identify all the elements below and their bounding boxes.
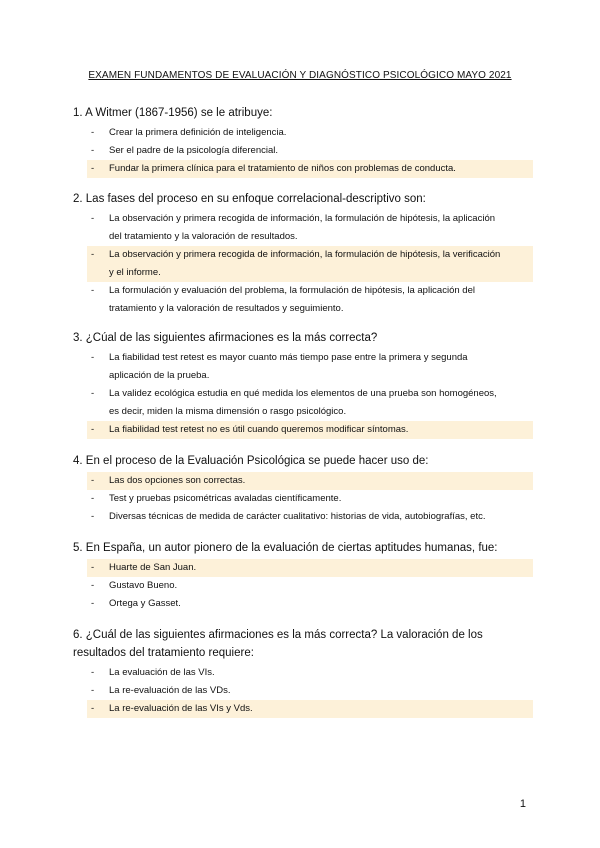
bullet-dash: -	[91, 562, 95, 573]
bullet-dash: -	[91, 580, 95, 591]
bullet-dash: -	[91, 598, 95, 609]
option: - Gustavo Bueno.	[73, 577, 533, 595]
option: - La re-evaluación de las VDs.	[73, 682, 533, 700]
bullet-dash: -	[91, 163, 95, 174]
option-list	[73, 124, 533, 178]
option-highlighted: - La fiabilidad test retest no es útil cuando queremos modificar síntomas.	[87, 421, 533, 439]
question-text: 2. Las fases del proceso en su enfoque correlacional-descriptivo son:	[73, 193, 426, 205]
option-highlighted: - La re-evaluación de las VIs y Vds.	[87, 700, 533, 718]
option: - La fiabilidad test retest es mayor cuanto más tiempo pase entre la primera y segunda aplicación de la prueba.	[73, 349, 533, 385]
question-2	[73, 190, 533, 318]
option-highlighted: - Las dos opciones son correctas.	[87, 472, 533, 490]
option: - La validez ecológica estudia en qué medida los elementos de una prueba son homogéneos, es decir, miden la misma dimensión o rasgo psicológico.	[73, 385, 533, 421]
bullet-dash: -	[91, 424, 95, 435]
option-list	[73, 559, 533, 613]
option: - La evaluación de las VIs.	[73, 664, 533, 682]
bullet-dash: -	[91, 127, 95, 138]
option: - Ortega y Gasset.	[73, 595, 533, 613]
question-text: 6. ¿Cuál de las siguientes afirmaciones es la más correcta? La valoración de los resultados del tratamiento requiere:	[73, 629, 483, 659]
bullet-dash: -	[91, 667, 95, 678]
option-list	[73, 664, 533, 718]
option: - Crear la primera definición de inteligencia.	[73, 124, 533, 142]
question-6	[73, 626, 533, 718]
bullet-dash: -	[91, 511, 95, 522]
question-4	[73, 452, 533, 526]
bullet-dash: -	[91, 685, 95, 696]
question-3	[73, 329, 533, 439]
option: - Ser el padre de la psicología diferencial.	[73, 142, 533, 160]
bullet-dash: -	[91, 213, 95, 224]
bullet-dash: -	[91, 475, 95, 486]
question-text: 3. ¿Cúal de las siguientes afirmaciones es la más correcta?	[73, 332, 378, 344]
option-highlighted: - Huarte de San Juan.	[87, 559, 533, 577]
option: - Test y pruebas psicométricas avaladas científicamente.	[73, 490, 533, 508]
option-list	[73, 210, 533, 318]
option-list	[73, 349, 533, 439]
bullet-dash: -	[91, 352, 95, 363]
question-1	[73, 104, 533, 178]
bullet-dash: -	[91, 249, 95, 260]
question-5	[73, 539, 533, 613]
bullet-dash: -	[91, 285, 95, 296]
option: - Diversas técnicas de medida de carácter cualitativo: historias de vida, autobiografías, etc.	[73, 508, 533, 526]
option-highlighted: - Fundar la primera clínica para el tratamiento de niños con problemas de conducta.	[87, 160, 533, 178]
bullet-dash: -	[91, 388, 95, 399]
bullet-dash: -	[91, 703, 95, 714]
option-highlighted: - La observación y primera recogida de información, la formulación de hipótesis, la verificación y el informe.	[87, 246, 533, 282]
option: - La formulación y evaluación del problema, la formulación de hipótesis, la aplicación del tratamiento y la valoración de resultados y seguimiento.	[73, 282, 533, 318]
question-text: 5. En España, un autor pionero de la evaluación de ciertas aptitudes humanas, fue:	[73, 542, 498, 554]
page-number: 1	[519, 798, 526, 810]
bullet-dash: -	[91, 493, 95, 504]
option: - La observación y primera recogida de información, la formulación de hipótesis, la aplicación del tratamiento y la valoración de resultados.	[73, 210, 533, 246]
exam-title: EXAMEN FUNDAMENTOS DE EVALUACIÓN Y DIAGNÓSTICO PSICOLÓGICO MAYO 2021	[88, 70, 512, 81]
bullet-dash: -	[91, 145, 95, 156]
question-text: 4. En el proceso de la Evaluación Psicológica se puede hacer uso de:	[73, 455, 429, 467]
question-text: 1. A Witmer (1867-1956) se le atribuye:	[73, 107, 273, 119]
option-list	[73, 472, 533, 526]
